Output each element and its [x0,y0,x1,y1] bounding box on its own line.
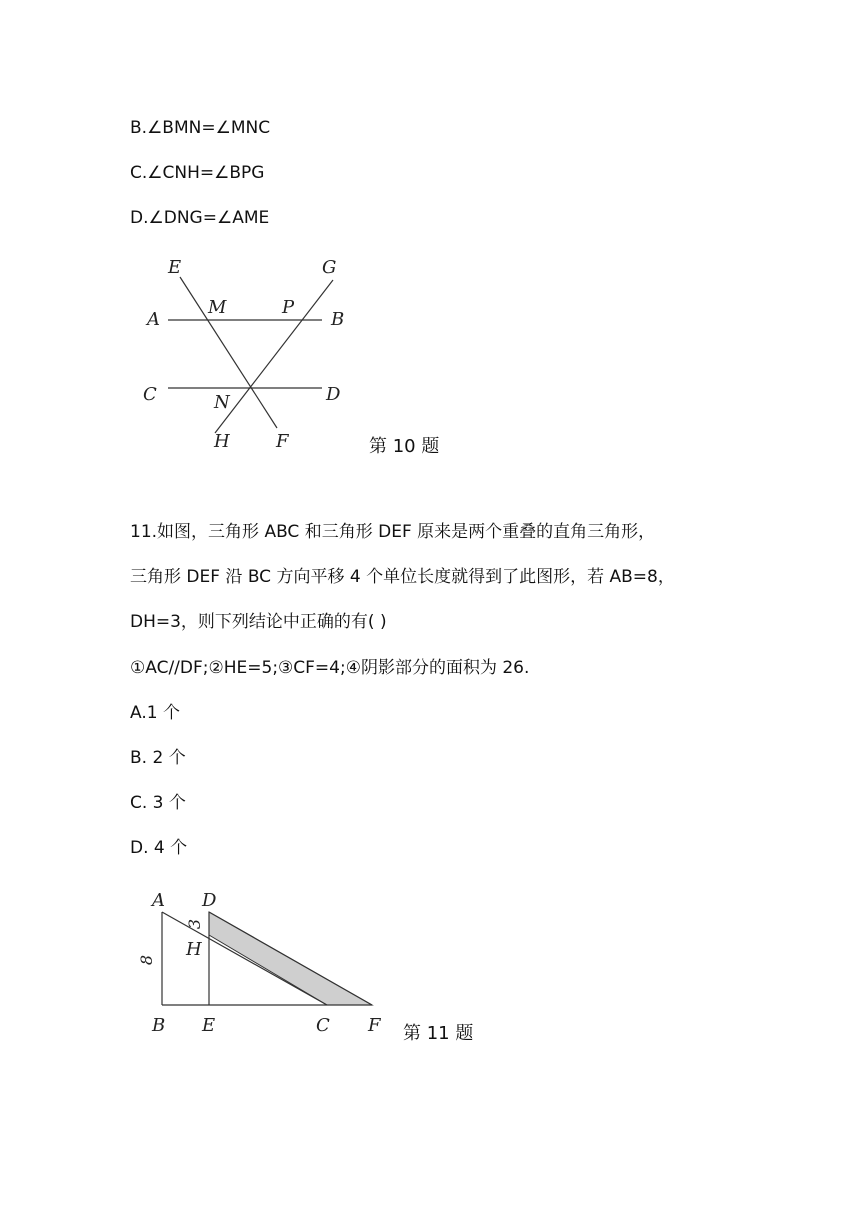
q11-stem-line-3: DH=3，则下列结论中正确的有( ) [130,612,387,632]
q11-statements: ①AC//DF;②HE=5;③CF=4;④阴影部分的面积为 26. [130,658,530,678]
label-f: F [276,431,289,452]
label-a: A [152,890,165,911]
q11-stem-line-1: 11.如图，三角形 ABC 和三角形 DEF 原来是两个重叠的直角三角形， [130,522,656,542]
q10-option-c: C.∠CNH=∠BPG [130,163,265,183]
label-p: P [282,297,295,318]
label-b: B [152,1015,166,1036]
label-m: M [208,297,227,318]
q11-caption: 第 11 题 [403,1023,474,1044]
label-c: C [143,384,157,405]
q11-option-c: C. 3 个 [130,793,186,813]
label-e: E [168,257,182,278]
q11-option-b: B. 2 个 [130,748,186,768]
q11-option-d: D. 4 个 [130,838,188,858]
label-dh-length: 3 [185,918,204,930]
q10-option-d: D.∠DNG=∠AME [130,208,270,228]
label-d: D [326,384,341,405]
label-e: E [202,1015,216,1036]
q10-caption: 第 10 题 [369,436,440,457]
q11-stem-line-2: 三角形 DEF 沿 BC 方向平移 4 个单位长度就得到了此图形，若 AB=8， [130,567,675,587]
label-b: B [331,309,345,330]
segment-df [209,912,372,1005]
label-h: H [214,431,230,452]
label-f: F [368,1015,381,1036]
q11-option-a: A.1 个 [130,703,180,723]
label-h: H [186,939,202,960]
label-ab-length: 8 [137,954,156,966]
label-c: C [316,1015,330,1036]
label-g: G [322,257,337,278]
label-d: D [202,890,217,911]
q10-option-b: B.∠BMN=∠MNC [130,118,271,138]
label-n: N [214,392,230,413]
label-a: A [147,309,160,330]
